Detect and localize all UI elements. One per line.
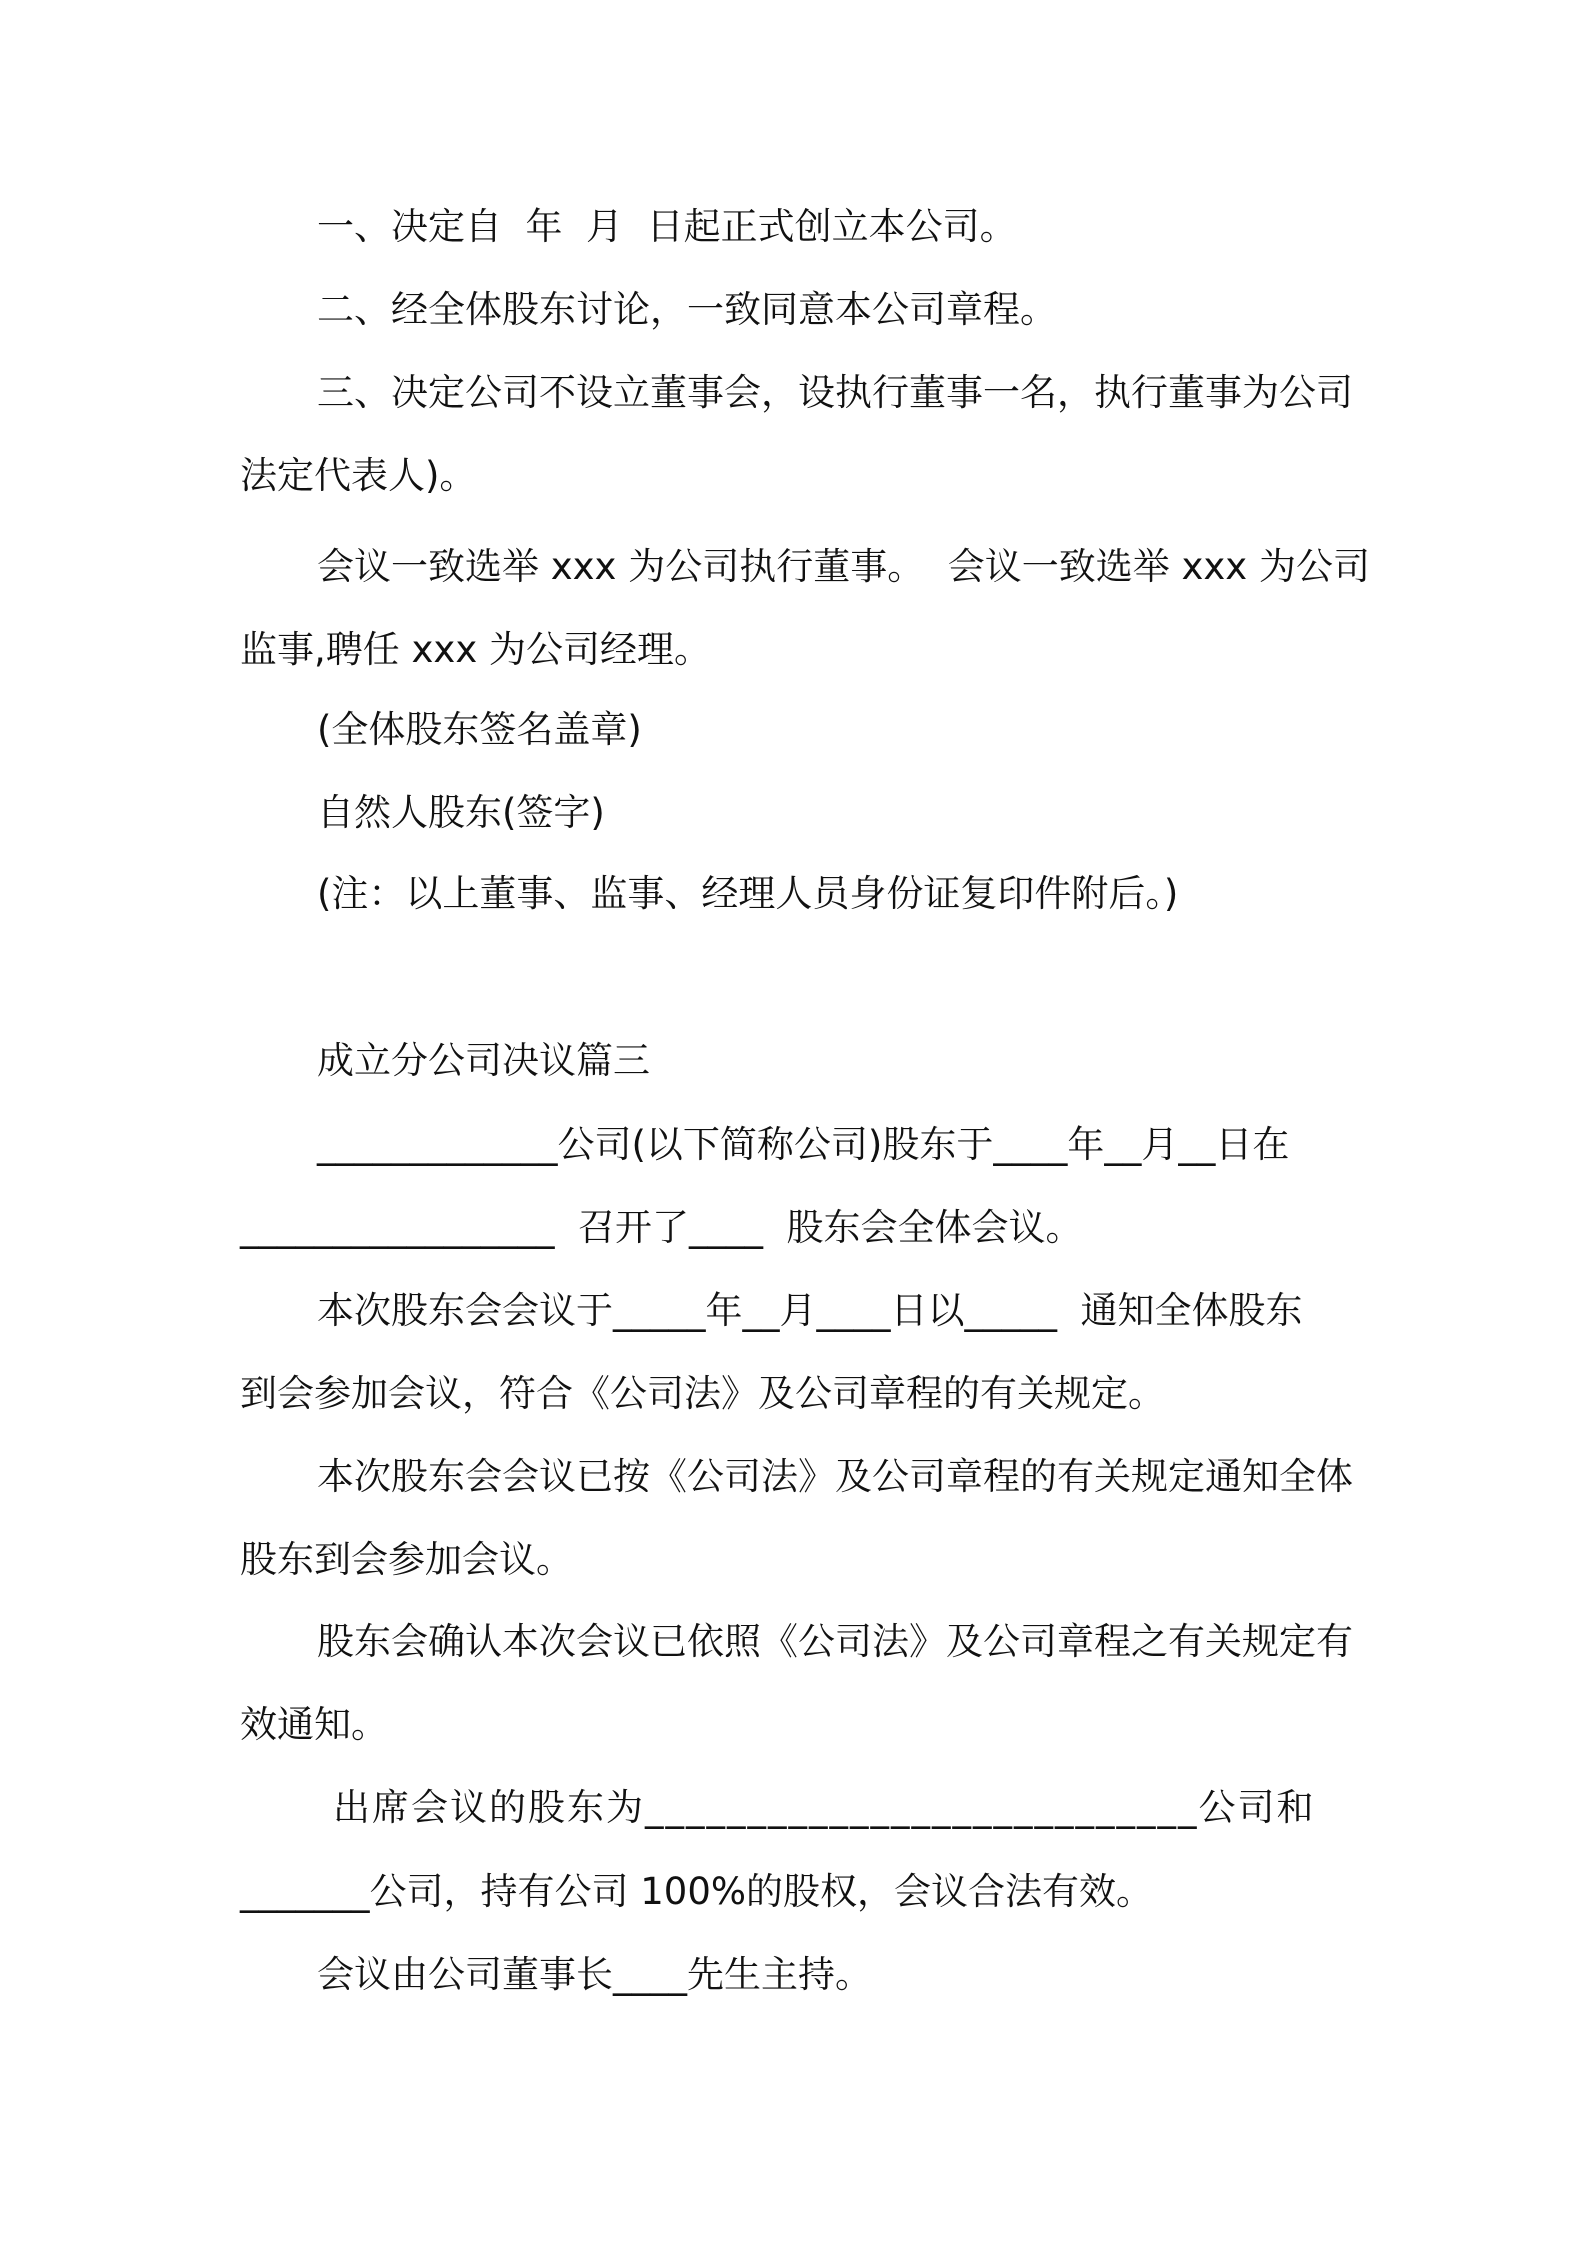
natural-person-signature-line: 自然人股东(签字)	[317, 791, 605, 834]
resolution-item-2: 二、经全体股东讨论，一致同意本公司章程。	[317, 288, 1057, 331]
confirmation-paragraph-continued: 效通知。	[240, 1703, 388, 1746]
resolution-item-1: 一、决定自 年 月 日起正式创立本公司。	[317, 205, 1017, 248]
notice-paragraph: 本次股东会会议于_____年__月____日以_____ 通知全体股东	[317, 1289, 1303, 1332]
attendees-paragraph-continued: _______公司，持有公司 100%的股权，会议合法有效。	[240, 1870, 1154, 1913]
notice-paragraph-continued: 到会参加会议，符合《公司法》及公司章程的有关规定。	[240, 1372, 1165, 1415]
election-paragraph-continued: 监事,聘任 xxx 为公司经理。	[240, 628, 711, 671]
meeting-intro-paragraph-continued: _________________ 召开了____ 股东会全体会议。	[240, 1206, 1083, 1249]
meeting-intro-paragraph: _____________公司(以下简称公司)股东于____年__月__日在	[317, 1123, 1290, 1166]
election-paragraph: 会议一致选举 xxx 为公司执行董事。 会议一致选举 xxx 为公司	[317, 545, 1370, 588]
notification-paragraph-continued: 股东到会参加会议。	[240, 1538, 573, 1581]
notification-paragraph: 本次股东会会议已按《公司法》及公司章程的有关规定通知全体	[317, 1455, 1353, 1498]
attachment-note: (注：以上董事、监事、经理人员身份证复印件附后。)	[317, 872, 1179, 915]
resolution-item-3-continued: 法定代表人)。	[240, 454, 477, 497]
section-heading: 成立分公司决议篇三	[317, 1039, 650, 1082]
shareholders-signature-line: (全体股东签名盖章)	[317, 708, 642, 751]
attendees-paragraph: 出席会议的股东为___________________________公司和	[333, 1786, 1316, 1829]
resolution-item-3: 三、决定公司不设立董事会，设执行董事一名，执行董事为公司	[317, 371, 1353, 414]
confirmation-paragraph: 股东会确认本次会议已依照《公司法》及公司章程之有关规定有	[317, 1620, 1353, 1663]
chairman-paragraph: 会议由公司董事长____先生主持。	[317, 1953, 872, 1996]
